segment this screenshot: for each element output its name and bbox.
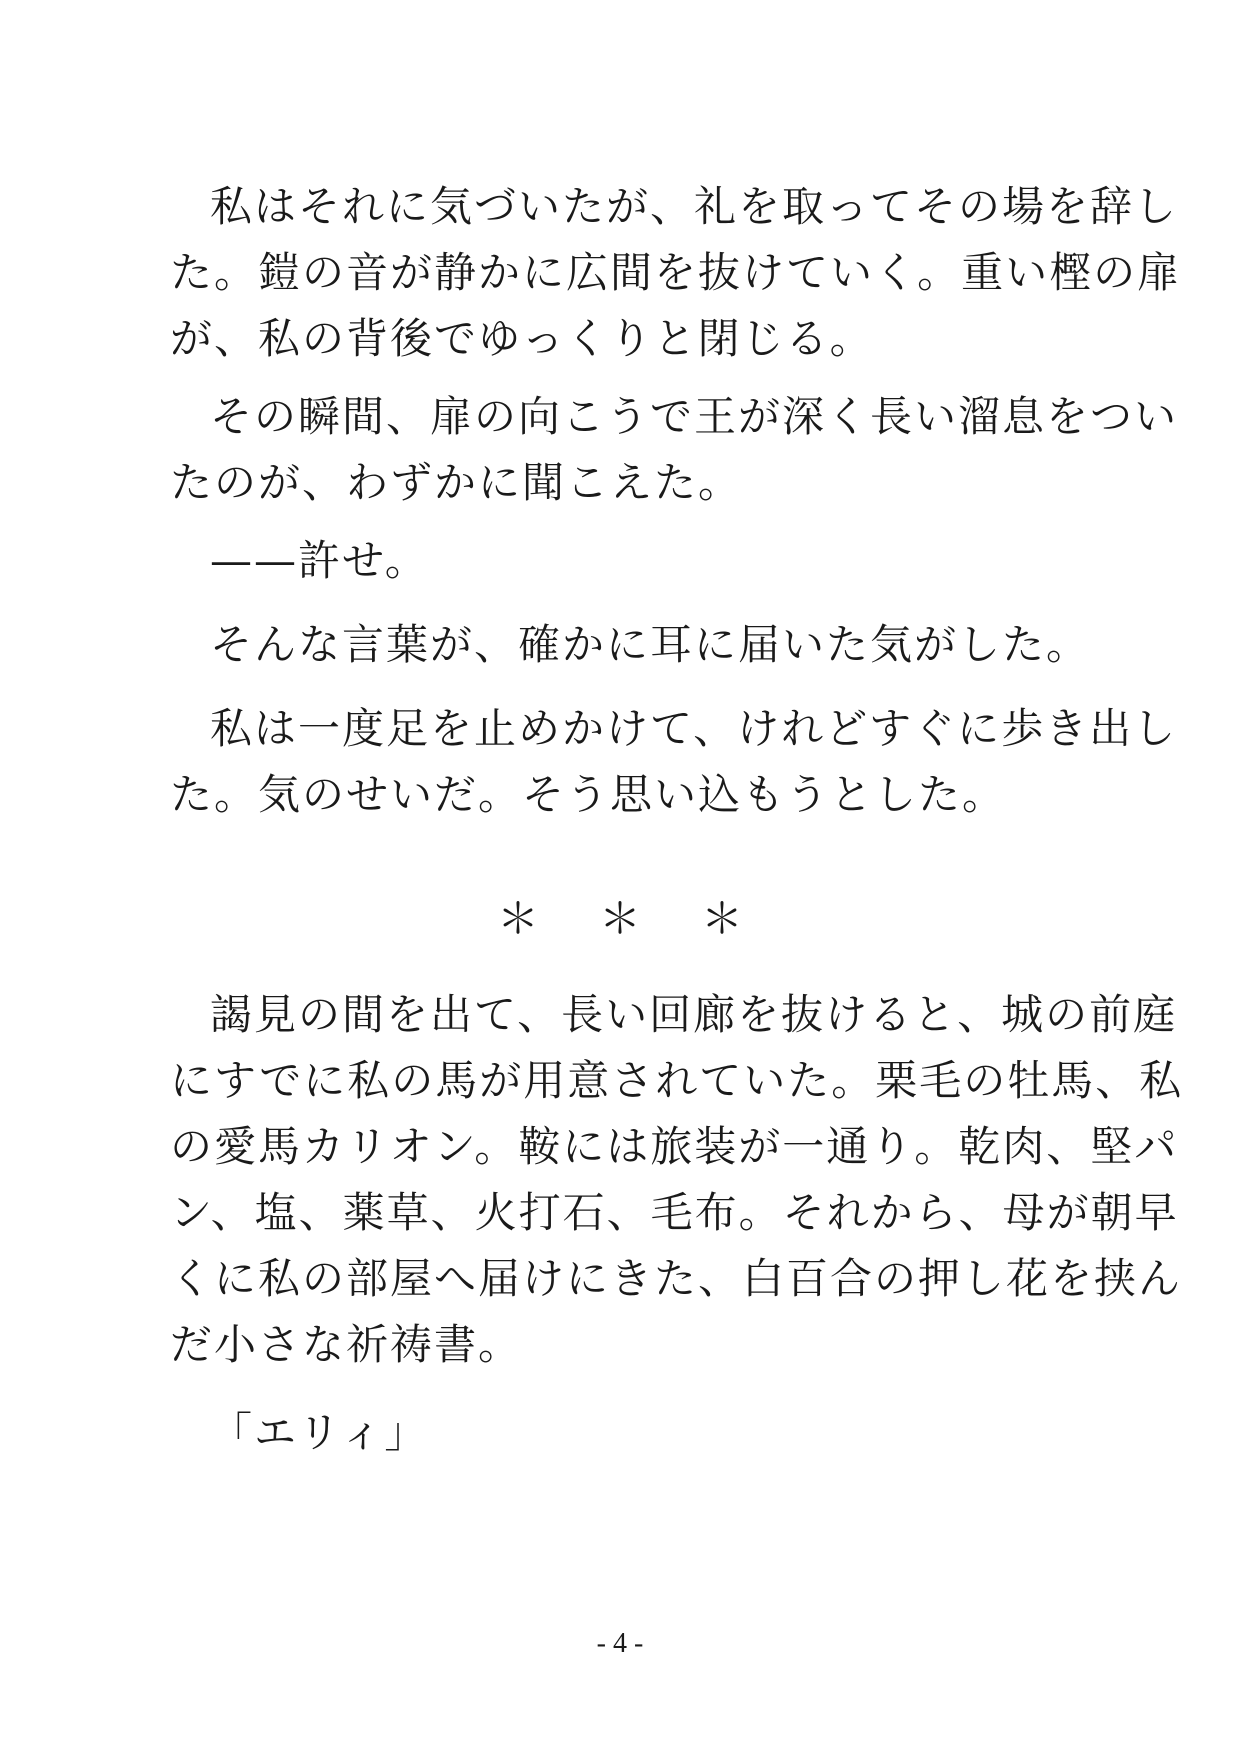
text-line: た。鎧の音が静かに広間を抜けていく。重い樫の扉 <box>170 248 1182 297</box>
text-line: た。気のせいだ。そう思い込もうとした。 <box>170 770 1007 819</box>
text-line: 私はそれに気づいたが、礼を取ってその場を辞し <box>210 182 1179 231</box>
text-line: ——許せ。 <box>210 536 429 585</box>
text-line: たのが、わずかに聞こえた。 <box>170 458 743 507</box>
scene-break: ＊＊＊ <box>496 894 803 943</box>
text-line: だ小さな祈祷書。 <box>170 1320 523 1369</box>
text-line: 謁見の間を出て、長い回廊を抜けると、城の前庭 <box>210 990 1178 1039</box>
text-line: その瞬間、扉の向こうで王が深く長い溜息をつい <box>210 392 1179 441</box>
page-number: - 4 - <box>596 1628 644 1659</box>
text-line: くに私の部屋へ届けにきた、白百合の押し花を挟ん <box>170 1254 1183 1303</box>
text-line: が、私の背後でゆっくりと閉じる。 <box>170 314 874 363</box>
text-line: の愛馬カリオン。鞍には旅装が一通り。乾肉、堅パ <box>170 1122 1179 1171</box>
text-line: そんな言葉が、確かに耳に届いた気がした。 <box>210 620 1091 669</box>
text-line: にすでに私の馬が用意されていた。栗毛の牡馬、私 <box>170 1056 1184 1105</box>
text-line: ン、塩、薬草、火打石、毛布。それから、母が朝早 <box>170 1188 1179 1237</box>
text-line: 「エリィ」 <box>210 1408 429 1457</box>
text-line: 私は一度足を止めかけて、けれどすぐに歩き出し <box>210 704 1178 753</box>
